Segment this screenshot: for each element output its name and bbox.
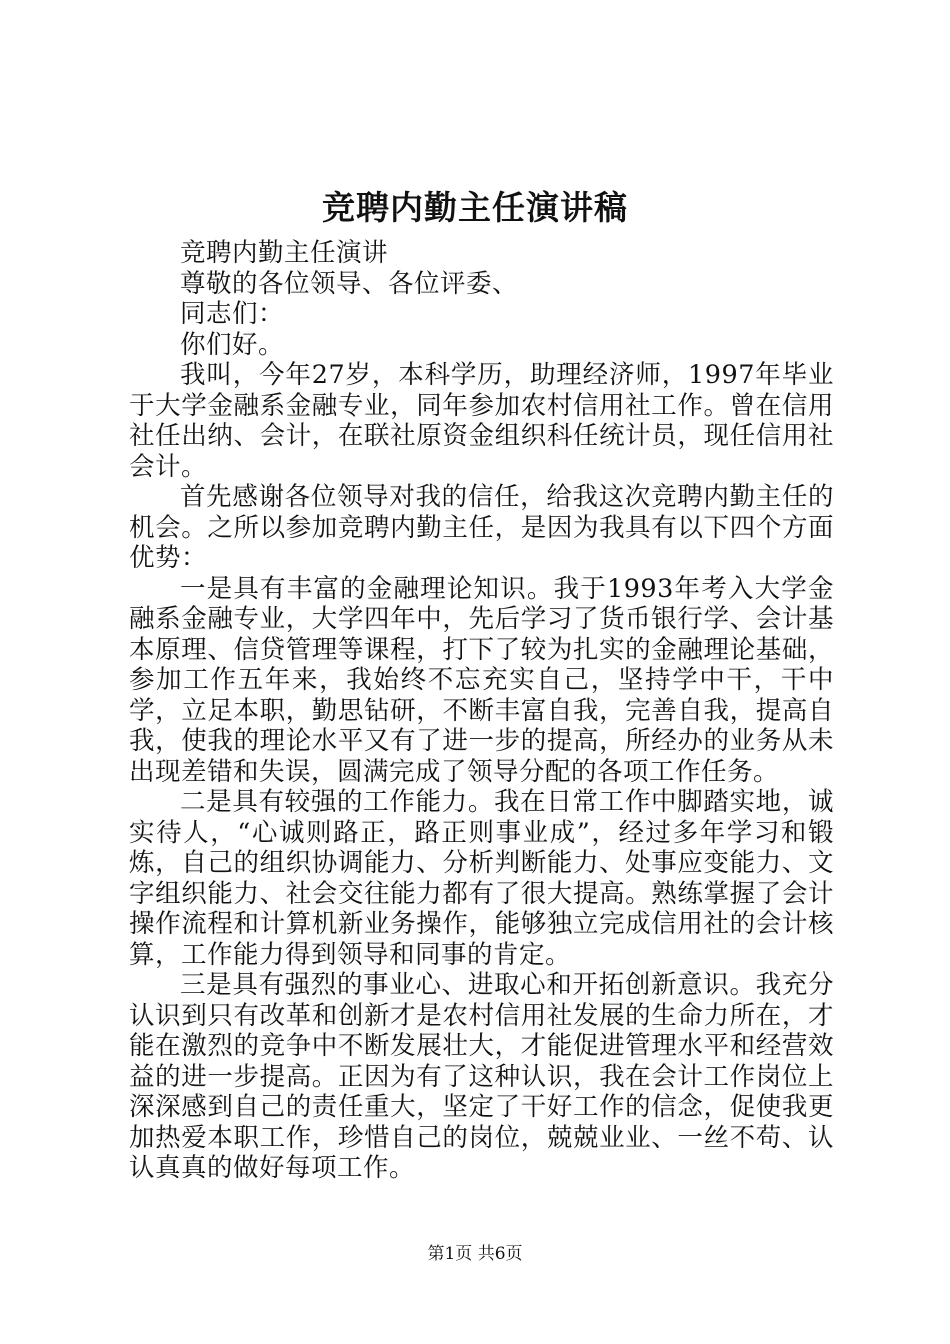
paragraph: 三是具有强烈的事业心、进取心和开拓创新意识。我充分认识到只有改革和创新才是农村信用社发展的生命力所在，才能在激烈的竞争中不断发展壮大，才能促进管理水平和经营效益的进一步提高。正因为有了这种认识，我在会计工作岗位上深深感到自己的责任重大，坚定了干好工作的信念，促使我更加热爱本职工作，珍惜自己的岗位，兢兢业业、一丝不苟、认认真真的做好每项工作。 <box>129 970 834 1183</box>
page-footer: 第1页 共6页 <box>427 1244 523 1264</box>
document-title: 竞聘内勤主任演讲稿 <box>322 188 628 227</box>
paragraph: 竞聘内勤主任演讲 <box>180 238 389 268</box>
paragraph: 同志们： <box>180 299 285 329</box>
paragraph: 我叫，今年27岁，本科学历，助理经济师，1997年毕业于大学金融系金融专业，同年参加农村信用社工作。曾在信用社任出纳、会计，在联社原资金组织科任统计员，现任信用社会计。 <box>129 360 834 482</box>
paragraph: 首先感谢各位领导对我的信任，给我这次竞聘内勤主任的机会。之所以参加竞聘内勤主任，是因为我具有以下四个方面优势： <box>129 482 834 573</box>
paragraph: 你们好。 <box>180 329 285 360</box>
paragraph: 尊敬的各位领导、各位评委、 <box>180 268 519 299</box>
paragraph: 一是具有丰富的金融理论知识。我于1993年考入大学金融系金融专业，大学四年中，先后学习了货币银行学、会计基本原理、信贷管理等课程，打下了较为扎实的金融理论基础，参加工作五年来，我始终不忘充实自己，坚持学中干，干中学，立足本职，勤思钻研，不断丰富自我，完善自我，提高自我，使我的理论水平又有了进一步的提高，所经办的业务从未出现差错和失误，圆满完成了领导分配的各项工作任务。 <box>129 573 834 787</box>
paragraph: 二是具有较强的工作能力。我在日常工作中脚踏实地，诚实待人，“心诚则路正，路正则事业成”，经过多年学习和锻炼，自己的组织协调能力、分析判断能力、处事应变能力、文字组织能力、社会交往能力都有了很大提高。熟练掌握了会计操作流程和计算机新业务操作，能够独立完成信用社的会计核算，工作能力得到领导和同事的肯定。 <box>129 787 834 970</box>
document-body <box>129 238 834 1184</box>
